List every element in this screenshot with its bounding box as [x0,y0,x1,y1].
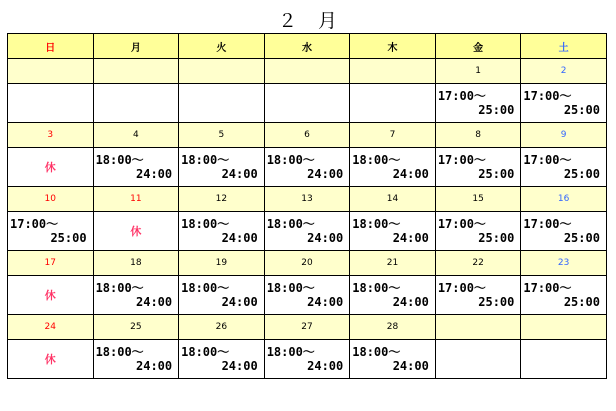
date-cell: 23 [521,251,607,276]
open-time: 17:00～ [523,281,572,295]
business-hours [179,217,264,245]
weekday-mon: 月 [93,34,179,59]
open-time: 18:00～ [181,281,230,295]
date-cell: 24 [8,315,94,340]
close-time: 25:00 [478,295,515,309]
open-time: 17:00～ [523,217,572,231]
close-time: 24:00 [307,295,344,309]
open-time: 18:00～ [181,345,230,359]
closed-day-label [8,148,94,187]
hours-cell [264,340,350,379]
hours-cell [93,340,179,379]
hours-row [8,148,607,187]
hours-cell-empty [8,84,94,123]
date-cell: 12 [179,187,265,212]
closed-day-label [93,212,179,251]
close-time: 24:00 [221,231,258,245]
close-time: 24:00 [307,359,344,373]
hours-cell [350,340,436,379]
close-time: 24:00 [221,295,258,309]
open-time: 18:00～ [266,153,315,167]
hours-cell [264,148,350,187]
date-cell: 25 [93,315,179,340]
date-cell: 3 [8,123,94,148]
hours-cell [264,276,350,315]
close-time: 25:00 [478,231,515,245]
date-cell-empty [93,59,179,84]
hours-cell-empty [350,84,436,123]
date-cell-empty [521,315,607,340]
business-hours [94,281,179,309]
hours-cell [264,212,350,251]
closed-day-label [8,340,94,379]
hours-cell [179,212,265,251]
hours-row [8,212,607,251]
business-hours [436,153,521,181]
hours-cell [93,148,179,187]
date-cell: 18 [93,251,179,276]
date-row [8,187,607,212]
hours-cell [350,212,436,251]
close-time: 25:00 [50,231,87,245]
open-time: 18:00～ [352,281,401,295]
date-cell: 26 [179,315,265,340]
close-time: 25:00 [563,103,600,117]
business-hours [350,153,435,181]
closed-label: 休 [130,225,142,238]
month-title: ２ 月 [277,10,338,32]
date-cell: 16 [521,187,607,212]
business-hours [350,345,435,373]
close-time: 24:00 [221,167,258,181]
date-cell: 5 [179,123,265,148]
date-cell: 21 [350,251,436,276]
business-hours [94,153,179,181]
business-hours [521,217,606,245]
date-row [8,123,607,148]
hours-cell [435,148,521,187]
date-cell: 6 [264,123,350,148]
hours-cell [521,276,607,315]
weekday-fri: 金 [435,34,521,59]
hours-cell [179,340,265,379]
close-time: 24:00 [307,167,344,181]
open-time: 18:00～ [352,153,401,167]
open-time: 18:00～ [266,281,315,295]
close-time: 25:00 [563,295,600,309]
hours-row [8,340,607,379]
weekday-sat: 土 [521,34,607,59]
calendar-body [8,34,607,379]
business-hours [521,89,606,117]
date-row [8,251,607,276]
close-time: 25:00 [478,103,515,117]
date-cell: 17 [8,251,94,276]
hours-cell [435,84,521,123]
close-time: 24:00 [136,295,173,309]
open-time: 18:00～ [95,153,144,167]
open-time: 18:00～ [266,217,315,231]
weekday-tue: 火 [179,34,265,59]
hours-cell-empty [264,84,350,123]
date-cell: 19 [179,251,265,276]
business-hours [179,281,264,309]
date-cell: 2 [521,59,607,84]
close-time: 24:00 [392,231,429,245]
business-hours [350,217,435,245]
hours-cell [521,148,607,187]
business-hours [436,281,521,309]
date-cell: 1 [435,59,521,84]
close-time: 24:00 [392,295,429,309]
date-cell: 11 [93,187,179,212]
hours-cell [435,212,521,251]
business-hours [179,153,264,181]
business-hours [436,89,521,117]
open-time: 18:00～ [181,153,230,167]
date-cell: 22 [435,251,521,276]
date-row [8,59,607,84]
open-time: 17:00～ [523,89,572,103]
close-time: 24:00 [221,359,258,373]
weekday-wed: 水 [264,34,350,59]
hours-cell [179,148,265,187]
business-hours [8,217,93,245]
closed-day-label [8,276,94,315]
weekday-header-row [8,34,607,59]
hours-row [8,276,607,315]
hours-cell [350,148,436,187]
hours-cell-empty [521,340,607,379]
open-time: 18:00～ [95,281,144,295]
date-cell-empty [8,59,94,84]
weekday-sun: 日 [8,34,94,59]
hours-cell [521,212,607,251]
open-time: 17:00～ [10,217,59,231]
date-cell-empty [264,59,350,84]
hours-row [8,84,607,123]
open-time: 17:00～ [437,153,486,167]
business-hours [265,345,350,373]
date-cell: 20 [264,251,350,276]
close-time: 24:00 [136,359,173,373]
hours-cell-empty [435,340,521,379]
hours-cell [521,84,607,123]
close-time: 25:00 [563,231,600,245]
hours-cell-empty [179,84,265,123]
hours-cell [179,276,265,315]
date-cell: 27 [264,315,350,340]
date-cell: 8 [435,123,521,148]
open-time: 17:00～ [437,281,486,295]
date-cell: 4 [93,123,179,148]
hours-cell [435,276,521,315]
date-cell: 13 [264,187,350,212]
date-cell-empty [350,59,436,84]
closed-label: 休 [44,353,56,366]
date-cell: 28 [350,315,436,340]
open-time: 18:00～ [95,345,144,359]
business-hours [265,217,350,245]
weekday-thu: 木 [350,34,436,59]
date-cell-empty [435,315,521,340]
business-hours [94,345,179,373]
open-time: 17:00～ [523,153,572,167]
hours-cell [93,276,179,315]
business-hours [265,281,350,309]
close-time: 25:00 [478,167,515,181]
open-time: 17:00～ [437,89,486,103]
business-hours [436,217,521,245]
date-cell: 9 [521,123,607,148]
closed-label: 休 [44,161,56,174]
date-cell-empty [179,59,265,84]
business-hours [265,153,350,181]
open-time: 18:00～ [352,217,401,231]
hours-cell [350,276,436,315]
open-time: 18:00～ [266,345,315,359]
open-time: 17:00～ [437,217,486,231]
close-time: 24:00 [392,359,429,373]
date-cell: 10 [8,187,94,212]
close-time: 24:00 [307,231,344,245]
date-cell: 15 [435,187,521,212]
close-time: 25:00 [563,167,600,181]
date-cell: 7 [350,123,436,148]
business-hours-calendar [7,33,607,379]
close-time: 24:00 [136,167,173,181]
date-cell: 14 [350,187,436,212]
business-hours [521,153,606,181]
open-time: 18:00～ [181,217,230,231]
hours-cell-empty [93,84,179,123]
close-time: 24:00 [392,167,429,181]
date-row [8,315,607,340]
open-time: 18:00～ [352,345,401,359]
hours-cell [8,212,94,251]
closed-label: 休 [44,289,56,302]
business-hours [350,281,435,309]
business-hours [179,345,264,373]
business-hours [521,281,606,309]
